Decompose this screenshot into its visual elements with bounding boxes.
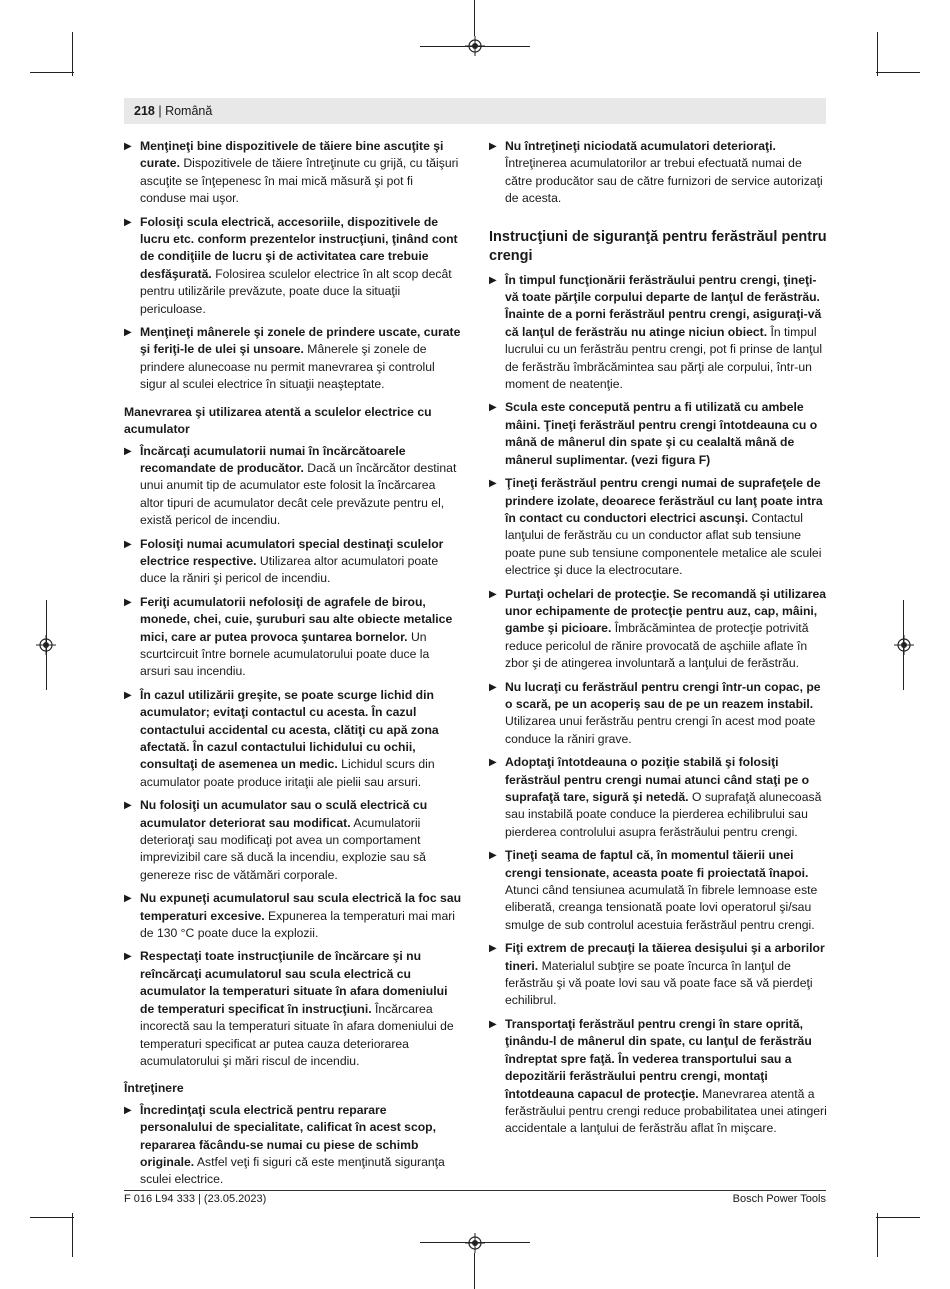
instruction-text: Materialul subţire se poate încurca în lanţul de ferăstrău şi vă poate lovi sau vă poate face să vă pierdeţi echilibrul. bbox=[505, 958, 813, 1008]
instruction-bold: Fiţi extrem de precauţi la tăierea desişului şi a arborilor tineri. bbox=[505, 941, 825, 973]
instruction-bold: Ţineţi ferăstrăul pentru crengi numai de suprafeţele de prindere izolate, deoarece ferăstrăul cu lanţ poate intra în contact cu conductori electrici ascunşi. bbox=[505, 476, 823, 525]
left-list-service bbox=[124, 1102, 462, 1189]
instruction-text: Manevrarea atentă a ferăstrăului pentru crengi reduce probabilitatea unei atingeri accidentale a lanţului de ferăstrău aflat în mişcare. bbox=[505, 1086, 827, 1136]
triangle-right-icon: ▶ bbox=[124, 1104, 132, 1116]
header-separator: | bbox=[154, 104, 166, 118]
crop-mark bbox=[420, 1242, 530, 1243]
instruction-bold: Menţineţi mânerele şi zonele de prindere uscate, curate şi feriţi-le de ulei şi unsoare. bbox=[140, 325, 461, 357]
triangle-right-icon: ▶ bbox=[124, 327, 132, 339]
instruction-bold: Ţineţi seama de faptul că, în momentul tăierii unei crengi tensionate, aceasta poate fi proiectată înapoi. bbox=[505, 848, 809, 880]
instruction-bold: Folosiţi scula electrică, accesoriile, dispozitivele de lucru etc. conform prezentelor instrucţiuni, ţinând cont de condiţiile de lucru şi de activitatea care trebuie desfăşurată. bbox=[140, 214, 458, 281]
triangle-right-icon: ▶ bbox=[489, 274, 497, 286]
crop-mark bbox=[72, 1213, 73, 1257]
instruction-text: Întreţinerea acumulatorilor ar trebui efectuată numai de către producător sau de către furnizori de service autorizaţi de acesta. bbox=[505, 156, 823, 206]
left-list-battery bbox=[124, 443, 462, 1071]
instruction-text: Mânerele şi zonele de prindere alunecoase nu permit manevrarea şi controlul sigur al sculei electrice în situaţii neaşteptate. bbox=[140, 342, 435, 392]
list-item bbox=[124, 948, 462, 1070]
right-column bbox=[489, 138, 827, 1144]
right-list-battery-service bbox=[489, 138, 827, 208]
instruction-text: Folosirea sculelor electrice în alt scop decât pentru utilizările prevăzute, poate duce la situaţii periculoase. bbox=[140, 266, 452, 316]
list-item bbox=[489, 940, 827, 1010]
header-language: Română bbox=[165, 104, 213, 118]
header-text bbox=[134, 104, 212, 118]
instruction-bold: Încărcaţi acumulatorii numai în încărcătoarele recomandate de producător. bbox=[140, 443, 406, 475]
triangle-right-icon: ▶ bbox=[489, 943, 497, 955]
crop-mark bbox=[30, 1217, 74, 1218]
list-item bbox=[124, 1102, 462, 1189]
page-number: 218 bbox=[134, 104, 155, 118]
instruction-text: Expunerea la temperaturi mai mari de 130 °C poate duce la explozii. bbox=[140, 908, 455, 941]
triangle-right-icon: ▶ bbox=[489, 478, 497, 490]
instruction-text: Utilizarea unui ferăstrău pentru crengi în acest mod poate conduce la răniri grave. bbox=[505, 714, 816, 746]
crop-mark bbox=[474, 0, 475, 36]
instruction-bold: Încredinţaţi scula electrică pentru reparare personalului de specialitate, calificat în acest scop, repararea făcându-se numai cu piese de schimb originale. bbox=[140, 1102, 436, 1169]
footer-doc-ref: F 016 L94 333 | (23.05.2023) bbox=[124, 1193, 267, 1205]
list-item bbox=[124, 443, 462, 530]
instruction-bold: Feriţi acumulatorii nefolosiţi de agrafele de birou, monede, chei, cuie, şuruburi sau alte obiecte metalice mici, care ar putea provoca şuntarea bornelor. bbox=[140, 594, 453, 644]
instruction-text: Utilizarea altor acumulatori poate duce la răniri şi pericol de incendiu. bbox=[140, 553, 439, 586]
right-list-pruner-safety bbox=[489, 272, 827, 1138]
instruction-bold: Nu folosiţi un acumulator sau o sculă electrică cu acumulator deteriorat sau modificat. bbox=[140, 798, 428, 830]
instruction-text: Lichidul scurs din acumulator poate produce iritaţii ale pielii sau arsuri. bbox=[140, 757, 435, 789]
instruction-bold: Scula este concepută pentru a fi utilizată cu ambele mâini. Ţineţi ferăstrăul pentru crengi întotdeauna cu o mână de mânerul din spate şi cu cealaltă mână de mânerul suplimentar. (vezi figura F) bbox=[505, 400, 818, 467]
list-item bbox=[489, 847, 827, 934]
triangle-right-icon: ▶ bbox=[124, 800, 132, 812]
triangle-right-icon: ▶ bbox=[124, 951, 132, 963]
crop-mark bbox=[876, 72, 920, 73]
list-item bbox=[124, 324, 462, 394]
list-item bbox=[489, 272, 827, 394]
instruction-text: Astfel veţi fi siguri că este menţinută siguranţa sculei electrice. bbox=[140, 1154, 445, 1187]
list-item bbox=[489, 679, 827, 749]
crop-mark bbox=[420, 46, 530, 47]
instruction-text: Încărcarea incorectă sau la temperaturi situate în afara domeniului de temperaturi specificat ar putea cauza deteriorarea acumulatorului şi mări riscul de incendiu. bbox=[140, 1001, 454, 1068]
crosshair-registration-icon bbox=[465, 1233, 485, 1253]
crosshair-registration-icon bbox=[894, 635, 914, 655]
instruction-bold: Respectaţi toate instrucţiunile de încărcare şi nu reîncărcaţi acumulatorul sau scula electrică cu acumulator la temperaturi situate în afara domeniului de temperaturi specificat în instrucţiuni. bbox=[140, 949, 448, 1016]
instruction-text: O suprafaţă alunecoasă sau instabilă poate conduce la pierderea echilibrului sau pierderea controlului asupra ferăstrăului pentru crengi. bbox=[505, 790, 822, 839]
list-item bbox=[124, 594, 462, 681]
footer-brand: Bosch Power Tools bbox=[732, 1193, 826, 1205]
crop-mark bbox=[474, 1253, 475, 1289]
triangle-right-icon: ▶ bbox=[124, 893, 132, 905]
instruction-bold: Nu întreţineţi niciodată acumulatori deterioraţi. bbox=[505, 139, 776, 153]
crop-mark bbox=[903, 600, 904, 690]
instruction-text: În timpul lucrului cu un ferăstrău pentru crengi, pot fi prinse de lanţul de ferăstrău îmbrăcămintea sau părţi ale corpului, într-un moment de neatenţie. bbox=[505, 324, 823, 392]
triangle-right-icon: ▶ bbox=[124, 141, 132, 152]
triangle-right-icon: ▶ bbox=[489, 681, 497, 693]
list-item bbox=[124, 890, 462, 942]
instruction-text: Îmbrăcămintea de protecţie potrivită reduce pericolul de rănire provocată de aşchiile aflate în zbor şi de atingerea involuntară a lanţului de ferăstrău. bbox=[505, 621, 809, 671]
instruction-text: Atunci când tensiunea acumulată în fibrele lemnoase este eliberată, creanga tensionată poate lovi operatorul şi/sau smulge de sub controlul acestuia ferăstrăul pentru crengi. bbox=[505, 883, 818, 932]
instruction-bold: Menţineţi bine dispozitivele de tăiere bine ascuţite şi curate. bbox=[140, 139, 444, 171]
triangle-right-icon: ▶ bbox=[124, 216, 132, 228]
list-item bbox=[489, 138, 827, 208]
list-item bbox=[124, 797, 462, 884]
instruction-bold: Purtaţi ochelari de protecţie. Se recomandă şi utilizarea unor echipamente de protecţie pentru auz, cap, mâini, gambe şi picioare. bbox=[505, 586, 827, 636]
triangle-right-icon: ▶ bbox=[124, 538, 132, 550]
instruction-bold: Transportaţi ferăstrăul pentru crengi în stare oprită, ţinându-l de mânerul din spate, cu lanţul de ferăstrău îndreptat spre faţă. În vederea transportului sau a depozitării ferăstrăului pentru crengi, montaţi întotdeauna capacul de protecţie. bbox=[505, 1016, 812, 1101]
crop-mark bbox=[72, 32, 73, 76]
subhead-battery: Manevrarea şi utilizarea atentă a sculelor electrice cu acumulator bbox=[124, 404, 432, 437]
instruction-bold: Nu lucraţi cu ferăstrăul pentru crengi într-un copac, pe o scară, pe un acoperiş sau de pe un reazem instabil. bbox=[505, 679, 821, 711]
subhead-service: Întreţinere bbox=[124, 1081, 184, 1096]
left-column bbox=[124, 138, 462, 1195]
instruction-text: Dacă un încărcător destinat unui anumit tip de acumulator este folosit la încărcarea altor tipuri de acumulator decât cele prevăzute pentru el, există pericol de incendiu. bbox=[140, 460, 457, 528]
triangle-right-icon: ▶ bbox=[489, 588, 497, 600]
list-item bbox=[124, 536, 462, 588]
instruction-text: Contactul lanţului de ferăstrău cu un conductor aflat sub tensiune poate pune sub tensiune componentele metalice ale sculei electrice şi duce la electrocutare. bbox=[505, 510, 822, 578]
list-item bbox=[124, 138, 462, 208]
left-list-general bbox=[124, 138, 462, 394]
instruction-bold: Folosiţi numai acumulatori special destinaţi sculelor electrice respective. bbox=[140, 536, 444, 568]
triangle-right-icon: ▶ bbox=[489, 1018, 497, 1030]
crop-mark bbox=[876, 1217, 920, 1218]
page-header bbox=[124, 98, 826, 124]
list-item bbox=[489, 1016, 827, 1138]
triangle-right-icon: ▶ bbox=[489, 850, 497, 862]
triangle-right-icon: ▶ bbox=[124, 689, 132, 701]
triangle-right-icon: ▶ bbox=[489, 757, 497, 769]
instruction-bold: Adoptaţi întotdeauna o poziţie stabilă şi folosiţi ferăstrăul pentru crengi numai atunci când staţi pe o suprafaţă tare, sigură şi netedă. bbox=[505, 755, 810, 804]
list-item bbox=[124, 214, 462, 318]
crop-mark bbox=[877, 32, 878, 76]
list-item bbox=[124, 687, 462, 791]
list-item bbox=[489, 399, 827, 469]
section-title-pruner-safety: Instrucţiuni de siguranţă pentru ferăstrăul pentru crengi bbox=[489, 228, 827, 264]
footer-divider bbox=[124, 1190, 826, 1191]
list-item bbox=[489, 586, 827, 673]
list-item bbox=[489, 475, 827, 579]
instruction-bold: În cazul utilizării greşite, se poate scurge lichid din acumulator; evitaţi contactul cu acesta. În cazul contactului accidental cu acesta, clătiţi cu apă zona afectată. În cazul contactului lichidului cu ochii, consultaţi de asemenea un medic. bbox=[140, 687, 439, 772]
list-item bbox=[489, 754, 827, 841]
crop-mark bbox=[877, 1213, 878, 1257]
triangle-right-icon: ▶ bbox=[124, 445, 132, 457]
crop-mark bbox=[46, 600, 47, 690]
instruction-text: Acumulatorii deterioraţi sau modificaţi pot avea un comportament imprevizibil care să ducă la incendiu, explozie sau să genereze risc de vătămări corporale. bbox=[140, 815, 426, 882]
triangle-right-icon: ▶ bbox=[489, 402, 497, 414]
triangle-right-icon: ▶ bbox=[124, 596, 132, 608]
instruction-bold: Nu expuneţi acumulatorul sau scula electrică la foc sau temperaturi excesive. bbox=[140, 891, 462, 923]
crop-mark bbox=[30, 72, 74, 73]
instruction-text: Dispozitivele de tăiere întreţinute cu grijă, cu tăişuri ascuţite se înţepenesc în mai mică măsură şi pot fi conduse mai uşor. bbox=[140, 156, 459, 206]
instruction-text: Un scurtcircuit între bornele acumulatorului poate duce la arsuri sau incendiu. bbox=[140, 629, 430, 679]
instruction-bold: În timpul funcţionării ferăstrăului pentru crengi, ţineţi-vă toate părţile corpului departe de lanţul de ferăstrău. Înainte de a porni ferăstrăul pentru crengi, asiguraţi-vă că lanţul de ferăstrău nu atinge niciun obiect. bbox=[505, 272, 822, 339]
triangle-right-icon: ▶ bbox=[489, 141, 497, 152]
